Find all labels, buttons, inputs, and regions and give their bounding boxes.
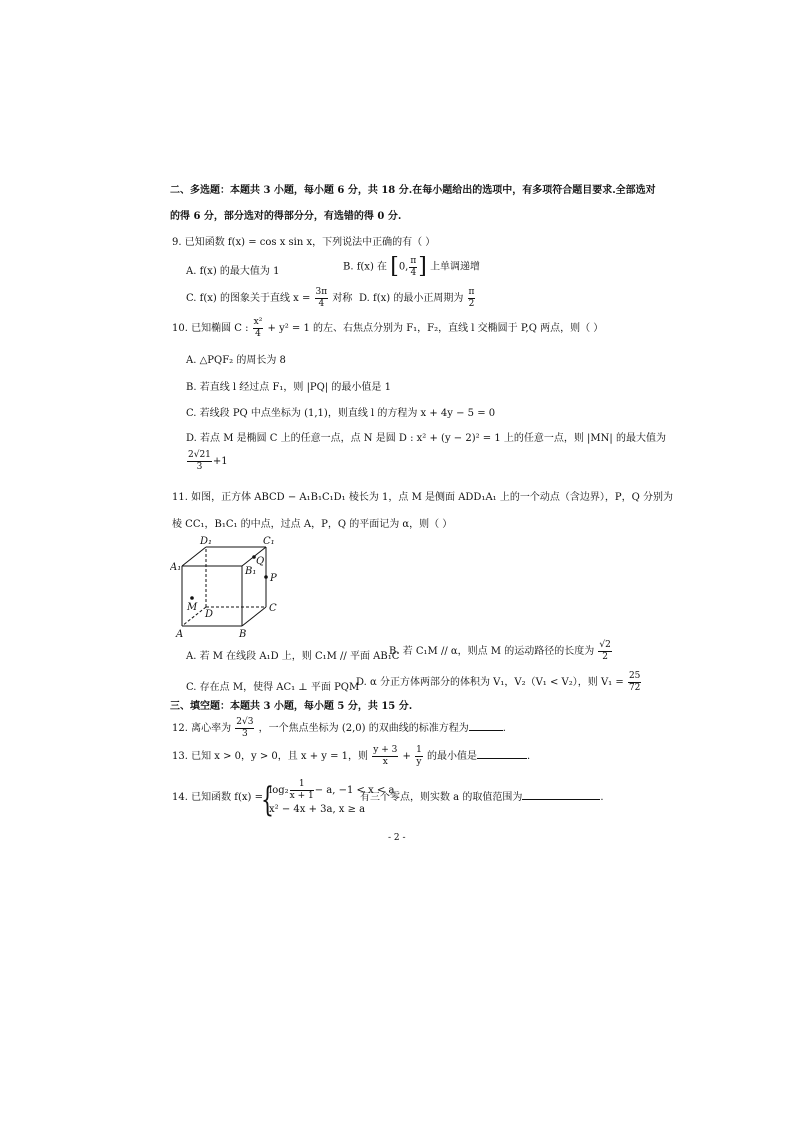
q13-answer-blank[interactable] — [477, 749, 527, 759]
label-b1: B₁ — [245, 566, 257, 577]
q11-option-b: B. 若 C₁M // α，则点 M 的运动路径的长度为 $\frac{√2}{2}$ — [389, 640, 611, 662]
q14-pre: 14. 已知函数 f(x) = — [172, 792, 263, 803]
section2-header-line1: 二、多选题：本题共 3 小题，每小题 6 分，共 18 分.在每小题给出的选项中，有多项符合题目要求.全部选对 — [170, 185, 656, 196]
label-d1: D₁ — [200, 536, 213, 547]
label-p: P — [270, 573, 277, 584]
q9-option-c: C. f(x) 的图象关于直线 x = $\frac{3\pi}{4}$ 对称 — [186, 287, 353, 309]
q10-option-b: B. 若直线 l 经过点 F₁，则 |PQ| 的最小值是 1 — [186, 382, 391, 393]
section3-header: 三、填空题：本题共 3 小题，每小题 5 分，共 15 分. — [170, 701, 413, 712]
q9-option-a: A. f(x) 的最大值为 1 — [186, 266, 280, 277]
q9-option-b: B. f(x) 在 [0, $\frac{\pi}{4}$ ] 上单调递增 — [343, 254, 481, 279]
label-q: Q — [256, 556, 265, 567]
label-d: D — [205, 609, 214, 620]
q9-option-d: D. f(x) 的最小正周期为 $\frac{\pi}{2}$ — [359, 287, 475, 309]
edge-a1-d1 — [182, 547, 206, 566]
q11-option-a: A. 若 M 在线段 A₁D 上，则 C₁M // 平面 AB₁C — [186, 651, 400, 662]
q9-stem: 9. 已知函数 f(x) = cos x sin x，下列说法中正确的有（ ） — [172, 237, 436, 248]
q11-option-c: C. 存在点 M，使得 AC₁ ⊥ 平面 PQM — [186, 682, 360, 693]
label-b: B — [239, 629, 247, 640]
edge-c-b — [242, 607, 266, 626]
label-c1: C₁ — [263, 536, 275, 547]
q14-case2: x² − 4x + 3a, x ≥ a — [269, 804, 366, 815]
q11-stem-line1: 11. 如图，正方体 ABCD − A₁B₁C₁D₁ 棱长为 1，点 M 是侧面 ADD₁A₁ 上的一个动点（含边界），P，Q 分别为 — [172, 492, 673, 503]
label-a1: A₁ — [170, 562, 182, 573]
q11-stem-line2: 棱 CC₁，B₁C₁ 的中点，过点 A，P，Q 的平面记为 α，则（ ） — [172, 519, 453, 530]
q14-case1: log₂ $\frac{1}{x + 1}$ − a, −1 < x < a — [269, 779, 395, 801]
q14-post: 有三个零点，则实数 a 的取值范围为 . — [360, 792, 604, 803]
q10-option-c: C. 若线段 PQ 中点坐标为 (1,1)，则直线 l 的方程为 x + 4y − 5 = 0 — [186, 408, 496, 419]
q11-option-d: D. α 分正方体两部分的体积为 V₁，V₂（V₁ < V₂），则 V₁ = $\frac{25}{72}$ — [356, 671, 641, 693]
cube-figure — [170, 533, 290, 641]
label-m: M — [187, 602, 198, 613]
label-a: A — [176, 629, 184, 640]
q13: 13. 已知 x > 0，y > 0，且 x + y = 1，则 $\frac{y + 3}{x}$ + $\frac{1}{y}$ 的最小值是 . — [172, 745, 531, 767]
label-c: C — [269, 603, 277, 614]
q10-option-d-line2: $\frac{2√21}{3}$ +1 — [188, 450, 228, 472]
point-p — [264, 575, 268, 579]
q10-option-d-line1: D. 若点 M 是椭圆 C 上的任意一点，点 N 是圆 D : x² + (y − 2)² = 1 上的任意一点，则 |MN| 的最大值为 — [186, 433, 666, 444]
q12: 12. 离心率为 $\frac{2√3}{3}$ ，一个焦点坐标为 (2,0) 的双曲线的标准方程为 . — [172, 717, 506, 739]
page-number: - 2 - — [388, 833, 406, 843]
section2-header-line2: 的得 6 分，部分选对的得部分分，有选错的得 0 分. — [170, 211, 402, 222]
q14-brace: { — [261, 780, 274, 820]
q10-stem: 10. 已知椭圆 C : $\frac{\text{x²}}{4}$ + y² = 1 的左、右焦点分别为 F₁，F₂，直线 l 交椭圆于 P,Q 两点，则（ ） — [172, 317, 604, 339]
q10-option-a: A. △PQF₂ 的周长为 8 — [186, 355, 286, 366]
q12-answer-blank[interactable] — [469, 721, 503, 731]
q14-answer-blank[interactable] — [522, 790, 600, 800]
point-m — [190, 596, 194, 600]
